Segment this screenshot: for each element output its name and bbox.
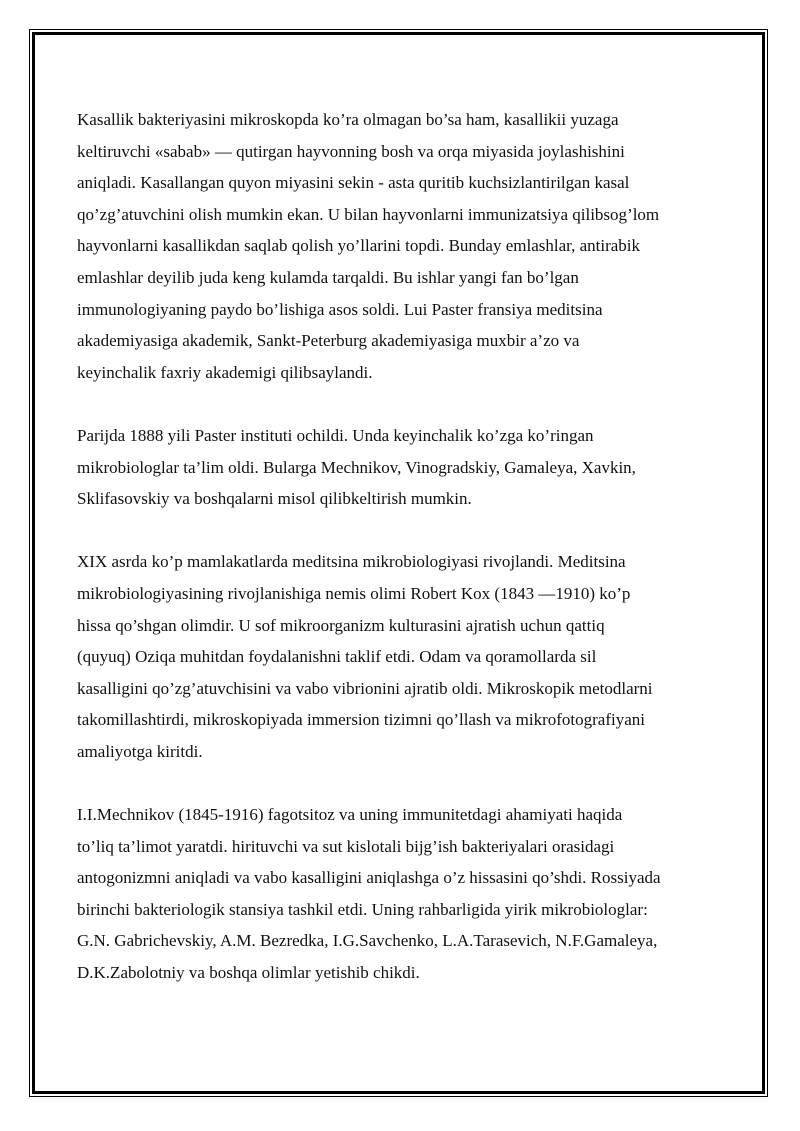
document-body	[77, 104, 727, 989]
paragraph-mechnikov: I.I.Mechnikov (1845-1916) fagotsitoz va uning immunitetdagi ahamiyati haqida to’liq ta’limot yaratdi. hirituvchi va sut kislotali bijg’ish bakteriyalari orasidagi antogonizmni aniqladi va vabo kasalligini aniqlashga o’z hissasini qo’shdi. Rossiyada birinchi bakteriologik stansiya tashkil etdi. Uning rahbarligida yirik mikrobiologlar: G.N. Gabrichevskiy, A.M. Bezredka, I.G.Savchenko, L.A.Tarasevich, N.F.Gamaleya, D.K.Zabolotniy va boshqa olimlar yetishib chikdi.	[77, 805, 661, 983]
paragraph-pasteur-institute: Parijda 1888 yili Paster instituti ochildi. Unda keyinchalik ko’zga ko’ringan mikrobiologlar ta’lim oldi. Bularga Mechnikov, Vinogradskiy, Gamaleya, Xavkin, Sklifasovskiy va boshqalarni misol qilibkeltirish mumkin.	[77, 425, 636, 509]
paragraph-robert-koch: XIX asrda ko’p mamlakatlarda meditsina mikrobiologiyasi rivojlandi. Meditsina mikrobiologiyasining rivojlanishiga nemis olimi Robert Kox (1843 —1910) ko’p hissa qo’shgan olimdir. U sof mikroorganizm kulturasini ajratish uchun qattiq (quyuq) Oziqa muhitdan foydalanishni taklif etdi. Odam va qoramollarda sil kasalligini qo’zg’atuvchisini va vabo vibrionini ajratib oldi. Mikroskopik metodlarni takomillashtirdi, mikroskopiyada immersion tizimni qo’llash va mikrofotografiyani amaliyotga kiritdi.	[77, 552, 653, 761]
paragraph-pasteur-rabies: Kasallik bakteriyasini mikroskopda ko’ra olmagan bo’sa ham, kasallikii yuzaga keltiruvchi «sabab» — qutirgan hayvonning bosh va orqa miyasida joylashishini aniqladi. Kasallangan quyon miyasini sekin - asta quritib kuchsizlantirilgan kasal qo’zg’atuvchini olish mumkin ekan. U bilan hayvonlarni immunizatsiya qilibsog’lom hayvonlarni kasallikdan saqlab qolish yo’llarini topdi. Bunday emlashlar, antirabik emlashlar deyilib juda keng kulamda tarqaldi. Bu ishlar yangi fan bo’lgan immunologiyaning paydo bo’lishiga asos soldi. Lui Paster fransiya meditsina akademiyasiga akademik, Sankt-Peterburg akademiyasiga muxbir a’zo va keyinchalik faxriy akademigi qilibsaylandi.	[77, 110, 660, 382]
